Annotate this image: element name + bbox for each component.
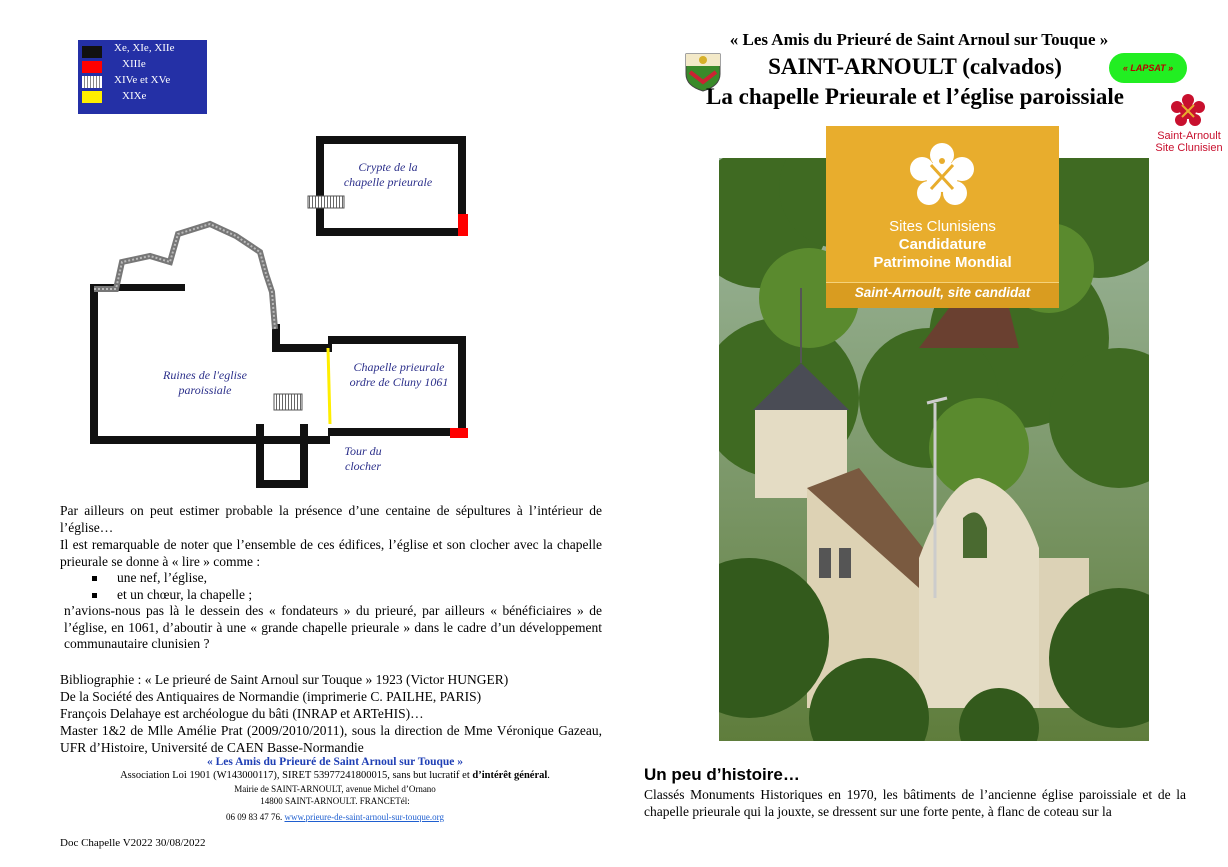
chapel-label: Chapelle prieurale ordre de Cluny 1061 [349,360,449,389]
bibliography-line: François Delahaye est archéologue du bâti (INRAP et ARTeHIS)… [60,706,424,721]
paragraph-sepultures: Par ailleurs on peut estimer probable la présence d’une centaine de sépultures à l’intérieur de l’église… [60,503,602,535]
legend-swatch-yellow [82,91,102,103]
address-line: Mairie de SAINT-ARNOULT, avenue Michel d’Ornano [234,784,436,794]
bibliography-line: Master 1&2 de Mlle Amélie Prat (2009/2010/2011), sous la direction de Mme Véronique Gazeau, UFR d’Histoire, Université de CAEN Basse-Normandie [60,723,602,755]
bibliography-line: Bibliographie : « Le prieuré de Saint Arnoul sur Touque » 1923 (Victor HUNGER) [60,672,509,687]
legend-label: Xe, XIe, XIIe [114,42,175,54]
box-line: Sites Clunisiens [889,218,996,235]
association-legal-end: . [547,770,550,781]
legend-label: XIIIe [122,58,146,70]
contact-line [60,812,610,822]
bullet-item [92,570,207,587]
website-link[interactable]: www.prieure-de-saint-arnoul-sur-touque.org [284,812,445,822]
cluny-logo-line: Saint-Arnoult [1157,130,1221,142]
period-legend [78,40,207,114]
phone-number: 06 09 83 47 76. [225,812,283,822]
association-legal [60,770,610,781]
association-legal-bold: d’intérêt général [469,770,548,781]
legend-swatch-red [82,61,102,73]
town-title: SAINT-ARNOULT (calvados) [768,54,1062,79]
association-name: « Les Amis du Prieuré de Saint Arnoul sur Touque » [206,756,464,768]
bibliography-line: De la Société des Antiquaires de Normandie (imprimerie C. PAILHE, PARIS) [60,689,482,704]
box-line: Patrimoine Mondial [873,254,1012,271]
page-title: La chapelle Prieurale et l’église paroissiale [706,84,1124,109]
association-legal-text: Association Loi 1901 (W143000117), SIRET 53977241800015, sans but lucratif et [120,770,470,781]
bullet-square-icon [92,576,97,581]
sites-clunisiens-logo-icon [909,143,975,209]
tower-label: Tour du clocher [344,444,382,473]
cluny-flower-icon [1170,93,1206,129]
bullet-item [92,587,252,604]
cluny-logo-line: Site Clunisien [1155,142,1223,154]
paragraph-lire: Il est remarquable de noter que l’ensemble de ces édifices, l’église et son clocher avec la chapelle prieurale se donne à « lire » comme : [60,537,602,569]
section-title: Un peu d’histoire… [644,765,800,784]
bullet-text: et un chœur, la chapelle ; [117,587,253,602]
cluny-logo-text [1150,130,1228,154]
bullet-text: une nef, l’église, [117,570,207,585]
box-line: Saint-Arnoult, site candidat [854,285,1031,300]
box-line: Candidature [898,236,987,253]
candidature-box [826,126,1059,307]
address-line: 14800 SAINT-ARNOULT. FRANCETél: [260,796,410,806]
page-header: « Les Amis du Prieuré de Saint Arnoul sur Touque » [729,30,1109,49]
floor-plan [60,124,488,494]
legend-label: XIVe et XVe [114,74,171,86]
bullet-square-icon [92,593,97,598]
paragraph-fondateurs: n’avions-nous pas là le dessein des « fondateurs » du prieuré, par ailleurs « bénéficiaires » de l’église, en 1061, d’aboutir à une « grande chapelle prieurale » dans le cadre d’un développement communautaire clunisien ? [64,603,602,651]
ruins-label: Ruines de l'eglise paroissiale [163,368,247,397]
legend-swatch-black [82,46,102,58]
legend-label: XIXe [122,90,147,102]
lapsat-badge: « LAPSAT » [1109,53,1187,83]
document-reference: Doc Chapelle V2022 30/08/2022 [60,837,206,849]
crypt-label: Crypte de la chapelle prieurale [343,160,433,189]
legend-swatch-hatched [82,76,102,88]
history-paragraph: Classés Monuments Historiques en 1970, les bâtiments de l’ancienne église paroissiale et de la chapelle prieurale qui la jouxte, se dressent sur une forte pente, à flanc de coteau sur la [644,787,1186,819]
